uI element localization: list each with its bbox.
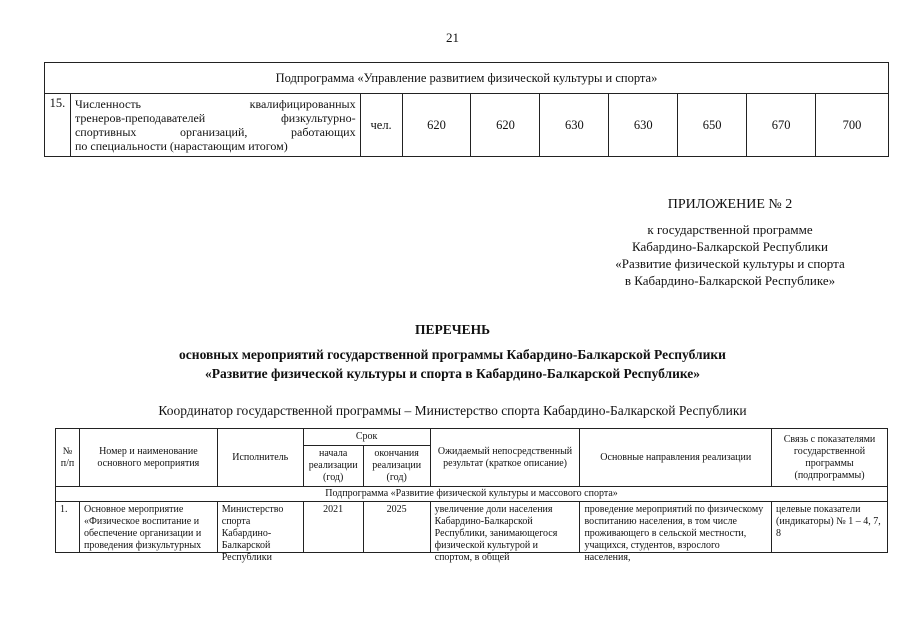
header-executor: Исполнитель (217, 429, 303, 487)
header-term: Срок (303, 429, 430, 446)
header-directions: Основные направления реализации (580, 429, 772, 487)
indicator-table (44, 62, 889, 157)
subprogram-title: Подпрограмма «Управление развитием физической культуры и спорта» (45, 63, 889, 94)
link-cell (772, 502, 888, 553)
header-result: Ожидаемый непосредственный результат (краткое описание) (430, 429, 580, 487)
header-row (56, 429, 888, 446)
subprogram-row (56, 487, 888, 502)
cell-text: увеличение доли населения Кабардино-Балкарской Республики, занимающегося физической культурой и спортом, в общей (434, 504, 558, 563)
appendix-block (580, 196, 880, 289)
indicator-line: Численность квалифицированных (74, 97, 356, 111)
indicator-line: спортивных организаций, работающих (74, 125, 356, 139)
appendix-heading: ПРИЛОЖЕНИЕ № 2 (667, 197, 793, 212)
cell-text: 2021 (323, 504, 344, 515)
start-year (303, 502, 363, 553)
end-year (363, 502, 430, 553)
value-cell: 620 (402, 94, 471, 157)
header-end: окончания реализации (год) (363, 446, 430, 487)
result-cell (430, 502, 580, 563)
page-number: 21 (446, 30, 459, 45)
table-row (56, 502, 888, 553)
header-start: начала реализации (год) (303, 446, 363, 487)
executor-cell (217, 502, 303, 563)
header-num: № п/п (56, 429, 80, 487)
subprogram-row (45, 63, 889, 94)
value-cell: 630 (609, 94, 678, 157)
value-cell: 630 (540, 94, 609, 157)
table-row (45, 94, 889, 157)
measure-name (79, 502, 217, 553)
measures-table (55, 428, 888, 563)
row-number (56, 502, 80, 553)
value-cell: 670 (747, 94, 816, 157)
subprogram-title: Подпрограмма «Развитие физической культуры и массового спорта» (56, 487, 888, 502)
header-link: Связь с показателями государственной программы (подпрограммы) (772, 429, 888, 487)
cell-text: 1. (60, 504, 68, 515)
indicator-name (70, 94, 360, 157)
unit-cell: чел. (360, 94, 402, 157)
cell-text: Министерство спорта Кабардино-Балкарской Республики (221, 504, 284, 563)
cell-text: 2025 (386, 504, 407, 515)
cell-text: целевые показатели (индикаторы) № 1 – 4, 7, 8 (776, 504, 881, 539)
coordinator-line: Координатор государственной программы – Министерство спорта Кабардино-Балкарской Республики (158, 403, 747, 418)
header-name: Номер и наименование основного мероприятия (79, 429, 217, 487)
document-title: ПЕРЕЧЕНЬ (414, 322, 491, 337)
appendix-line: в Кабардино-Балкарской Республике» (624, 273, 836, 288)
appendix-line: «Развитие физической культуры и спорта (615, 256, 845, 271)
cell-text: проведение мероприятий по физическому воспитанию населения, в том числе проживающего в сельской местности, учащихся, студентов, взрослого населения, (584, 504, 764, 563)
value-cell: 700 (816, 94, 889, 157)
indicator-line: по специальности (нарастающим итогом) (74, 139, 288, 153)
document-subtitle-line: основных мероприятий государственной программы Кабардино-Балкарской Республики (179, 347, 726, 362)
row-number: 15. (45, 94, 71, 157)
directions-cell (580, 502, 772, 563)
appendix-line: к государственной программе (647, 222, 813, 237)
document-subtitle-line: «Развитие физической культуры и спорта в Кабардино-Балкарской Республике» (204, 366, 701, 381)
cell-text: Основное мероприятие «Физическое воспитание и обеспечение организации и проведения физкультурных (83, 504, 202, 551)
value-cell: 650 (678, 94, 747, 157)
value-cell: 620 (471, 94, 540, 157)
indicator-line: тренеров-преподавателей физкультурно- (74, 111, 356, 125)
appendix-line: Кабардино-Балкарской Республики (632, 239, 828, 254)
